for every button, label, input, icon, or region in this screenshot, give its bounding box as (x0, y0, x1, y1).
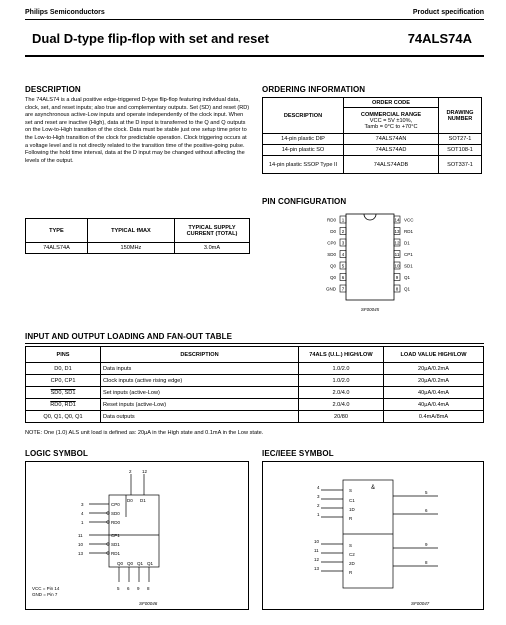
pin-label: RD1 (404, 229, 414, 234)
and-symbol: & (371, 485, 376, 491)
pin-number: 6 (127, 586, 130, 591)
ul-cell: 2.0/4.0 (299, 399, 384, 411)
ordering-heading: ORDERING INFORMATION (262, 85, 366, 94)
pin-number: 2 (341, 229, 345, 234)
ordering-table (262, 97, 482, 174)
pin-label: RD0 (326, 217, 336, 223)
pin-label: SD1 (111, 542, 120, 547)
pin-number: 13 (394, 229, 400, 234)
pin-number: 13 (314, 566, 320, 571)
iec-symbol-diagram (262, 461, 484, 610)
desc-cell: Clock inputs (active rising edge) (101, 375, 299, 387)
pin-number: 11 (314, 548, 319, 553)
pin-number: 11 (394, 252, 400, 257)
type-header: TYPE (26, 219, 88, 243)
pin-label: S (349, 543, 353, 548)
pin-number: 8 (147, 586, 150, 591)
pin-label: VCC (404, 217, 414, 223)
pin-label: RD1 (111, 551, 121, 556)
pin-number: 3 (341, 240, 345, 246)
ul-cell: 1.0/2.0 (299, 363, 384, 375)
pin-number: 2 (129, 469, 132, 474)
ul-cell: 2.0/4.0 (299, 387, 384, 399)
ordering-row-desc: 14-pin plastic DIP (263, 134, 344, 145)
ic-notch (364, 214, 376, 220)
pin-label: Q1 (147, 561, 154, 566)
load-cell: 40μA/0.4mA (384, 387, 484, 399)
pin-label: D0 (127, 498, 133, 503)
pin-number: 2 (317, 503, 320, 508)
pin-number: 4 (341, 252, 345, 257)
vcc-note: VCC = Pin 14 (32, 586, 60, 591)
fmax-cell: 150MHz (87, 243, 174, 254)
type-cell: 74ALS74A (26, 243, 88, 254)
page-title: Dual D-type flip-flop with set and reset (32, 31, 269, 46)
pin-number: 9 (395, 275, 399, 280)
pin-number: 8 (425, 560, 428, 565)
pin-number: 1 (317, 512, 320, 517)
pin-label: D0 (330, 229, 336, 234)
pin-label: GND (326, 286, 336, 292)
pin-label: Q0 (127, 561, 134, 566)
pin-number: 14 (394, 217, 400, 223)
pin-number: 5 (117, 586, 120, 591)
type-table (25, 218, 250, 254)
pins-cell: D0, D1 (26, 363, 101, 375)
ordering-desc-header: DESCRIPTION (263, 98, 344, 134)
pins-header: PINS (26, 347, 101, 363)
ic-body (346, 214, 394, 300)
pin-label: Q0 (329, 263, 336, 269)
pin-label: CP0 (327, 240, 336, 246)
pin-number: 9 (137, 586, 140, 591)
ordering-row-dwg: SOT27-1 (439, 134, 482, 145)
pin-number: 10 (394, 263, 400, 269)
pin-label: Q0 (329, 275, 336, 280)
part-number: 74ALS74A (407, 31, 472, 46)
ordering-row-dwg: SOT108-1 (439, 145, 482, 156)
pin-number: 4 (81, 511, 84, 516)
io-heading-rule (25, 343, 484, 344)
desc-cell: Reset inputs (active-Low) (101, 399, 299, 411)
pin-number: 13 (78, 551, 84, 556)
pin-label: 1D (349, 507, 355, 512)
pin-label: Q1 (137, 561, 144, 566)
pin-label: CP1 (111, 533, 120, 538)
pin-number: 3 (317, 494, 320, 499)
pin-number: 12 (314, 557, 320, 562)
io-heading: INPUT AND OUTPUT LOADING AND FAN-OUT TABLE (25, 332, 233, 341)
pin-number: 12 (394, 240, 400, 246)
supply-cell: 3.0mA (175, 243, 250, 254)
logic-symbol-diagram (25, 461, 249, 610)
pin-label: Q1 (404, 286, 411, 292)
load-cell: 20μA/0.2mA (384, 363, 484, 375)
pin-label: D1 (404, 240, 410, 246)
pins-cell: Q0, Q1, Q0, Q1 (26, 411, 101, 423)
pin-label: SD1 (404, 263, 413, 269)
table-row (26, 363, 484, 375)
order-code-header: ORDER CODE (344, 98, 439, 108)
io-table (25, 346, 484, 423)
ordering-row-code: 74ALS74AN (344, 134, 439, 145)
pin-label: 2D (349, 561, 355, 566)
pin-label: Q1 (404, 275, 411, 280)
ordering-row-code: 74ALS74ADB (344, 156, 439, 174)
pin-config-diagram (300, 210, 440, 318)
pin-number: 7 (341, 286, 345, 292)
pin-number: 12 (142, 469, 148, 474)
table-row (26, 375, 484, 387)
drawing-header: DRAWING NUMBER (439, 98, 482, 134)
load-cell: 0.4mA/8mA (384, 411, 484, 423)
ordering-row-code: 74ALS74AD (344, 145, 439, 156)
fmax-header: TYPICAL fMAX (87, 219, 174, 243)
gnd-note: GND = Pin 7 (32, 592, 58, 597)
pin-label: R (349, 516, 353, 521)
tamb-label: Tamb = 0°C to +70°C (364, 123, 418, 130)
desc-cell: Data outputs (101, 411, 299, 423)
desc-cell: Data inputs (101, 363, 299, 375)
pin-number: 5 (425, 490, 428, 495)
io-note: NOTE: One (1.0) ALS unit load is defined as: 20μA in the High state and 0.1mA in the Low state. (25, 430, 264, 436)
pin-label: SD0 (327, 252, 336, 257)
pin-config-code: SF00045 (360, 307, 380, 312)
commercial-range-header (344, 108, 439, 134)
pin-number: 10 (78, 542, 84, 547)
pin-number: 11 (78, 533, 83, 538)
pin-config-heading: PIN CONFIGURATION (262, 197, 347, 206)
pin-label: Q0 (117, 561, 124, 566)
company-name: Philips Semiconductors (25, 9, 105, 16)
ordering-row-dwg: SOT337-1 (439, 156, 482, 174)
pin-number: 4 (317, 485, 320, 490)
ordering-row-desc: 14-pin plastic SSOP Type II (263, 156, 344, 174)
ul-cell: 20/80 (299, 411, 384, 423)
ul-cell: 1.0/2.0 (299, 375, 384, 387)
pin-label: C2 (349, 552, 355, 557)
title-rule (25, 55, 484, 57)
logic-symbol-heading: LOGIC SYMBOL (25, 449, 88, 458)
pins-cell: RD0, RD1 (26, 399, 101, 411)
vcc-label: VCC = 5V ±10%, (369, 117, 413, 124)
load-cell: 20μA/0.2mA (384, 375, 484, 387)
pin-number: 8 (395, 286, 399, 292)
pin-number: 9 (425, 542, 428, 547)
pin-label: R (349, 570, 353, 575)
pin-number: 10 (314, 539, 320, 544)
iec-code: SF00047 (411, 601, 430, 606)
supply-current-header: TYPICAL SUPPLY CURRENT (TOTAL) (175, 219, 250, 243)
pin-number: 1 (81, 520, 84, 525)
pin-number: 3 (81, 502, 84, 507)
io-desc-header: DESCRIPTION (101, 347, 299, 363)
pin-number: 6 (425, 508, 428, 513)
pin-label: S (349, 488, 353, 493)
logic-code: SF00046 (139, 601, 158, 606)
ul-header: 74ALS (U.L.) HIGH/LOW (299, 347, 384, 363)
pin-label: C1 (349, 498, 355, 503)
pin-label: CP1 (404, 252, 413, 257)
desc-cell: Set inputs (active-Low) (101, 387, 299, 399)
doc-type: Product specification (412, 9, 484, 16)
load-header: LOAD VALUE HIGH/LOW (384, 347, 484, 363)
table-row (26, 387, 484, 399)
pin-number: 1 (341, 217, 345, 223)
pins-cell: CP0, CP1 (26, 375, 101, 387)
table-row (26, 399, 484, 411)
pin-label: D1 (140, 498, 146, 503)
iec-symbol-heading: IEC/IEEE SYMBOL (262, 449, 334, 458)
ordering-row-desc: 14-pin plastic SO (263, 145, 344, 156)
pins-cell: SD0, SD1 (26, 387, 101, 399)
load-cell: 40μA/0.4mA (384, 399, 484, 411)
range-label: COMMERCIAL RANGE (360, 111, 422, 118)
description-text: The 74ALS74 is a dual positive edge-triggered D-type flip-flop featuring individual data, clock, set, and reset inputs; also true and complementary outputs. Set (SD) and reset (RD) are asynchronous active-Low inputs and operate independently of the clock input. When set and reset are inactive (High), data at the D input is transferred to the Q and Q outputs on the Low-to-High transition of the clock. Data must be stable just one setup time prior to the Low-to-High transition of the clock for predictable operation. Clock triggering occurs at a voltage level and is not directly related to the transition time of the positive-going pulse. Following the hold time interval, data at the D input may be changed without affecting the levels of the output. (25, 97, 250, 164)
description-heading: DESCRIPTION (25, 85, 81, 94)
pin-label: SD0 (111, 511, 120, 516)
pin-label: RD0 (111, 520, 121, 525)
pin-label: CP0 (111, 502, 120, 507)
pin-number: 5 (341, 263, 345, 269)
table-row (26, 411, 484, 423)
pin-number: 6 (341, 275, 345, 280)
header-rule (25, 19, 484, 20)
